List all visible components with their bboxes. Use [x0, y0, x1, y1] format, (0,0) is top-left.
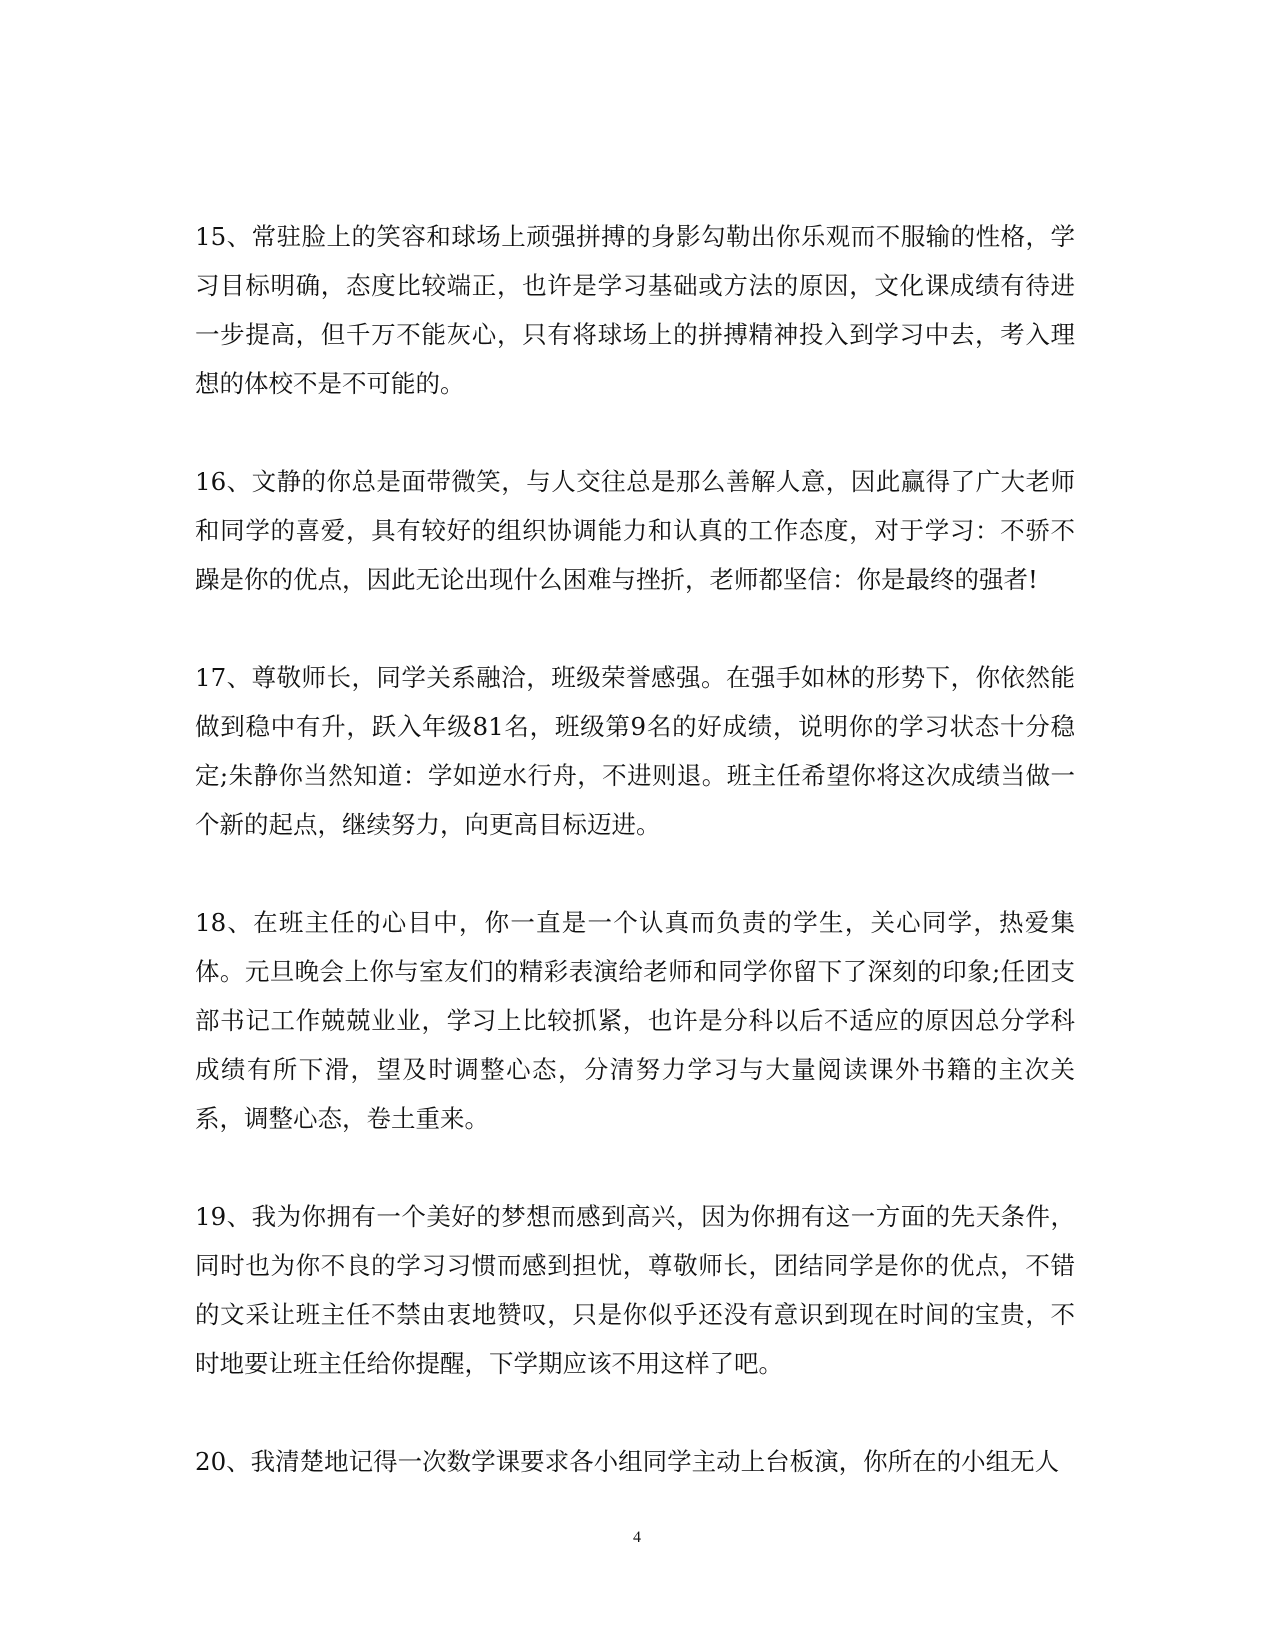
paragraph-19: 19、我为你拥有一个美好的梦想而感到高兴，因为你拥有这一方面的先天条件，同时也为你不良的学习习惯而感到担忧，尊敬师长，团结同学是你的优点，不错的文采让班主任不禁由衷地赞叹，只是你似乎还没有意识到现在时间的宝贵，不时地要让班主任给你提醒，下学期应该不用这样了吧。 [195, 1202, 1075, 1378]
document-body [195, 212, 1075, 1486]
paragraph-16: 16、文静的你总是面带微笑，与人交往总是那么善解人意，因此赢得了广大老师和同学的喜爱，具有较好的组织协调能力和认真的工作态度，对于学习：不骄不躁是你的优点，因此无论出现什么困难与挫折，老师都坚信：你是最终的强者! [195, 467, 1075, 594]
page-number: 4 [633, 1529, 641, 1546]
paragraph-20: 20、我清楚地记得一次数学课要求各小组同学主动上台板演，你所在的小组无人 [195, 1447, 1060, 1476]
paragraph-15: 15、常驻脸上的笑容和球场上顽强拼搏的身影勾勒出你乐观而不服输的性格，学习目标明确，态度比较端正，也许是学习基础或方法的原因，文化课成绩有待进一步提高，但千万不能灰心，只有将球场上的拼搏精神投入到学习中去，考入理想的体校不是不可能的。 [195, 222, 1075, 398]
paragraph-17: 17、尊敬师长，同学关系融洽，班级荣誉感强。在强手如林的形势下，你依然能做到稳中有升，跃入年级81名，班级第9名的好成绩，说明你的学习状态十分稳定;朱静你当然知道：学如逆水行舟，不进则退。班主任希望你将这次成绩当做一个新的起点，继续努力，向更高目标迈进。 [195, 663, 1075, 839]
paragraph-18: 18、在班主任的心目中，你一直是一个认真而负责的学生，关心同学，热爱集体。元旦晚会上你与室友们的精彩表演给老师和同学你留下了深刻的印象;任团支部书记工作兢兢业业，学习上比较抓紧，也许是分科以后不适应的原因总分学科成绩有所下滑，望及时调整心态，分清努力学习与大量阅读课外书籍的主次关系，调整心态，卷土重来。 [195, 908, 1075, 1133]
